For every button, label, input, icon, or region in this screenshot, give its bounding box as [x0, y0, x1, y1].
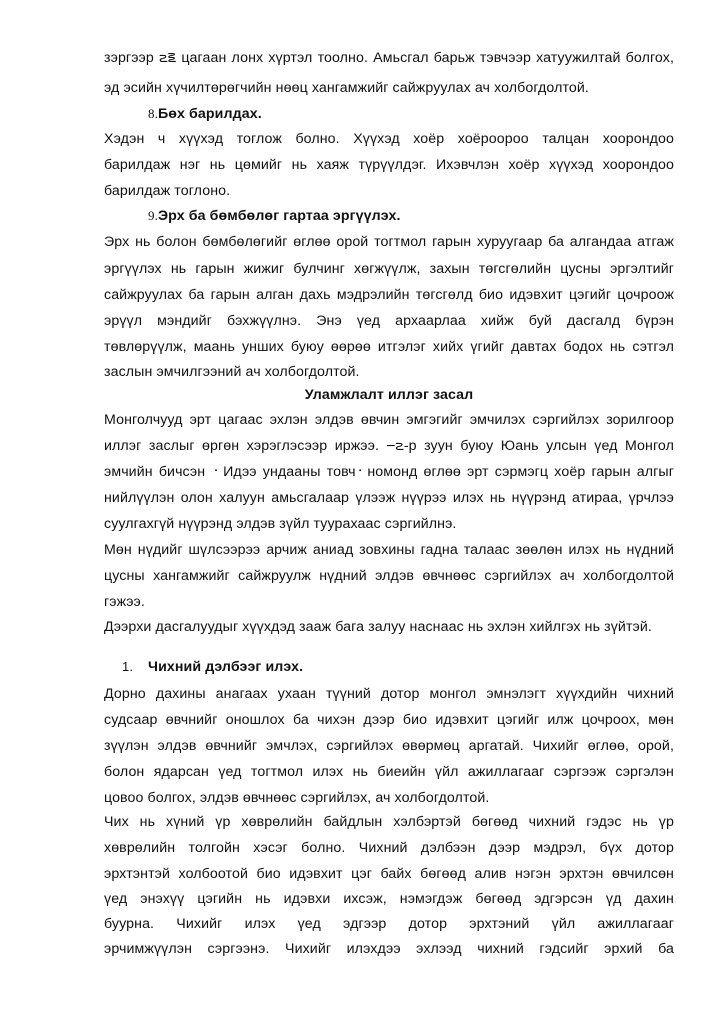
text-line: эрхтэнтэй холбоотой био идэвхит цэг байх бөгөөд алив нэгэн эрхтэн өвчилсөн [104, 866, 674, 882]
text-line: үед энэхүү цэгийн нь идэвхи ихсэж, нэмэгдэж бөгөөд эдгэрсэн үд дахин [104, 891, 674, 907]
heading-9-number: 9. [148, 208, 158, 223]
text-line: зэргээр ౽౾ цагаан лонх хүртэл тоолно. Амьсгал барьж тэвчээр хатуужилтай болгох, [104, 50, 674, 66]
text-line: суулгахгүй нүүрэнд элдэв зүйл туурахаас сэргийлнэ. [104, 516, 457, 532]
text-line: цусны хангамжийг сайжруулж нүдний элдэв өвчнөөс сэргийлэх ач холбогдолтой [104, 568, 674, 584]
text-line: Монголчууд эрт цагаас эхлэн элдэв өвчин эмгэгийг эмчилэх сэргийлэх зорилгоор [104, 412, 674, 428]
text-line: заслын эмчилгээний ач холбогдолтой. [104, 364, 360, 380]
text-line: эмчийн бичсэн ᠂ Идээ ундааны товч᠂ номонд өглөө эрт сэрмэгц хоёр гарын алгыг [104, 464, 674, 480]
list-heading-1 [122, 657, 692, 677]
text-line: Дорно дахины анагаах ухаан түүний дотор монгол эмнэлэгт хүүхдийн чихний [104, 686, 674, 702]
list-heading-1-title: Чихний дэлбээг илэх. [148, 659, 304, 675]
text-line: Дээрхи дасгалуудыг хүүхдэд зааж бага залуу наснаас нь эхлэн хийлгэх нь зүйтэй. [104, 619, 652, 635]
text-line: нийлүүлэн олон халуун амьсгалаар үлээж нүүрээ илэх нь нүүрэнд атираа, үрчлээ [104, 490, 674, 506]
text-line: цовоо болгох, элдэв өвчнөөс сэргийлэх, ач холбогдолтой. [104, 790, 490, 806]
heading-8-number: 8. [148, 106, 158, 121]
heading-9 [148, 206, 718, 226]
text-line: эрүүл мэндийг бэхжүүлнэ. Энэ үед архаарлаа хийж буй дасгалд бүрэн [104, 313, 674, 329]
section-title: Уламжлалт иллэг засал [304, 387, 474, 403]
text-line: эрчимжүүлэн сэргээнэ. Чихийг илэхдээ эхлээд чихний гэдсийг эрхий ба [104, 941, 674, 957]
text-line: барилдаж тоглоно. [104, 183, 231, 199]
text-line: буурна. Чихийг илэх үед эдгээр дотор эрхтэний үйл ажиллагааг [104, 916, 674, 932]
text-line: гэжээ. [104, 594, 145, 610]
list-heading-1-number: 1. [122, 659, 134, 674]
heading-8 [148, 104, 718, 124]
text-line: болон ядарсан үед тогтмол илэх нь биеийн үйл ажиллагааг сэргээж сэргэлэн [104, 764, 674, 780]
text-line: судсаар өвчнийг оношлох ба чихэн дээр био идэвхит цэгийг илж цочроох, мөн [104, 712, 674, 728]
text-line: эргүүлэх нь гарын жижиг булчинг хөгжүүлж, захын төгсгөлийн цусны эргэлтийг [104, 261, 674, 277]
heading-9-title: Эрх ба бөмбөлөг гартаа эргүүлэх. [157, 208, 401, 224]
text-line: Мөн нүдийг шүлсээрээ арчиж аниад зовхины гадна талаас зөөлөн илэх нь нүдний [104, 542, 674, 558]
text-line: Эрх нь болон бөмбөлөгийг өглөө орой тогтмол гарын хуруугаар ба алгандаа атгаж [104, 234, 674, 250]
text-line: зүүлэн элдэв өвчнийг эмчлэх, сэргийлэх өвөрмөц аргатай. Чихийг өглөө, орой, [104, 738, 674, 754]
text-line: төвлөрүүлж, маань унших буюу өөрөө итгэлэг хийх үгийг давтах бодох нь сэтгэл [104, 339, 674, 355]
text-line: иллэг заслыг өргөн хэрэглэсээр иржээ. ౼౽-р зуун буюу Юань улсын үед Монгол [104, 438, 674, 454]
text-line: сайжруулах ба гарын алган дахь мэдрэлийн төгсгөлд био идэвхит цэгийг цочроож [104, 287, 674, 303]
text-line: Хэдэн ч хүүхэд тоглож болно. Хүүхэд хоёр хоёроороо талцан хоорондоо [104, 131, 674, 147]
heading-8-title: Бөх барилдах. [157, 106, 262, 122]
text-line: эд эсийн хүчилтөрөгчийн нөөц хангамжийг сайжруулах ач холбогдолтой. [104, 80, 589, 96]
text-line: барилдаж нэг нь цөмийг нь хаяж түрүүлдэг. Ихэвчлэн хоёр хүүхэд хоорондоо [104, 157, 674, 173]
text-line: хөврөлийн толгойн хэсэг болно. Чихний дэлбээн дээр мэдрэл, бүх дотор [104, 840, 674, 856]
text-line: Чих нь хүний үр хөврөлийн байдлын хэлбэртэй бөгөөд чихний гэдэс нь үр [104, 814, 674, 830]
